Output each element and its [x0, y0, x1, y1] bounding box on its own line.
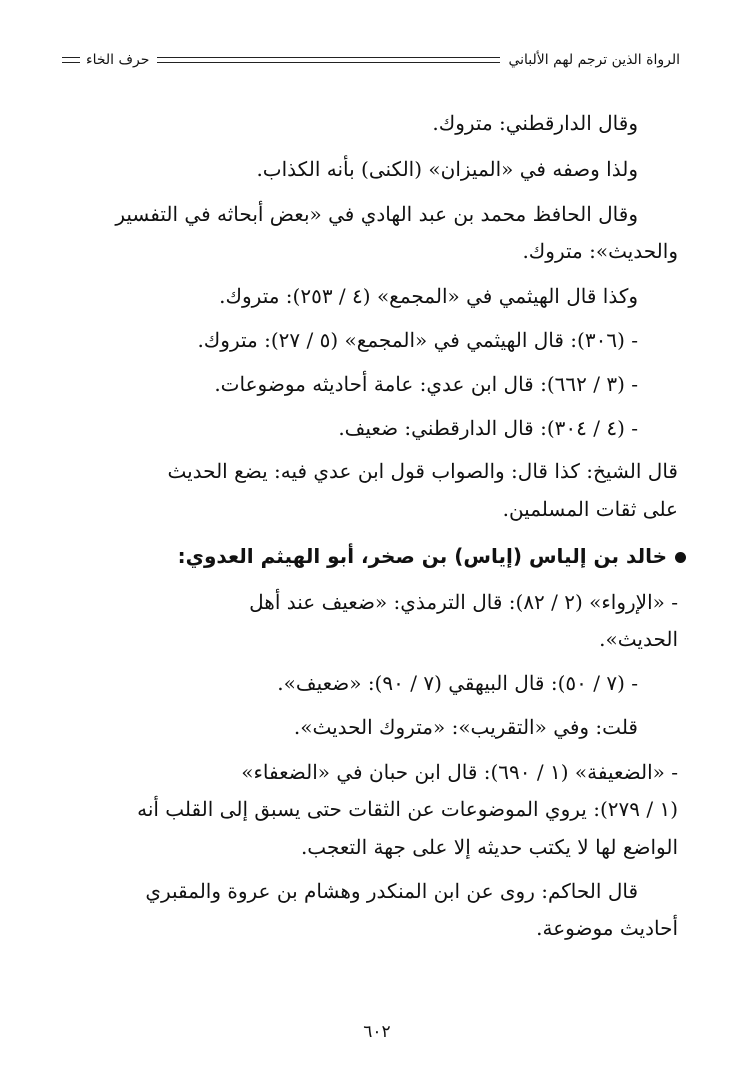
text-line: - «الضعيفة» (١ / ٦٩٠): قال ابن حبان في «الضعفاء» [241, 760, 678, 784]
text-line: قلت: وفي «التقريب»: «متروك الحديث». [293, 715, 638, 739]
entry-heading [64, 541, 686, 571]
text-line: وقال الحافظ محمد بن عبد الهادي في «بعض أبحاثه في التفسير [115, 202, 638, 226]
text-line: - (٧ / ٥٠): قال البيهقي (٧ / ٩٠): «ضعيف». [277, 671, 638, 695]
chapter-title: حرف الخاء [86, 52, 150, 68]
text-line: وقال الدارقطني: متروك. [432, 111, 638, 135]
text-line: أحاديث موضوعة. [536, 916, 678, 940]
book-title: الرواة الذين ترجم لهم الألباني [508, 52, 680, 68]
text-line: ولذا وصفه في «الميزان» (الكنى) بأنه الكذاب. [256, 157, 638, 181]
text-line: وكذا قال الهيثمي في «المجمع» (٤ / ٢٥٣): متروك. [219, 284, 638, 308]
text-line: الواضع لها لا يكتب حديثه إلا على جهة التعجب. [300, 835, 678, 859]
text-line: - (٣٠٦): قال الهيثمي في «المجمع» (٥ / ٢٧): متروك. [197, 328, 638, 352]
text-line: على ثقات المسلمين. [502, 497, 678, 521]
text-line: قال الشيخ: كذا قال: والصواب قول ابن عدي فيه: يضع الحديث [167, 459, 678, 483]
text-line: - «الإرواء» (٢ / ٨٢): قال الترمذي: «ضعيف عند أهل [249, 590, 678, 614]
entry-heading-text: خالد بن إلياس (إياس) بن صخر، أبو الهيثم العدوي: [177, 544, 667, 568]
page-body [64, 0, 678, 1085]
bullet-icon [675, 552, 686, 563]
text-line: قال الحاكم: روى عن ابن المنكدر وهشام بن عروة والمقبري [145, 879, 638, 903]
page-number: ٦٠٢ [363, 1022, 391, 1042]
text-line: - (٣ / ٦٦٢): قال ابن عدي: عامة أحاديثه موضوعات. [214, 372, 638, 396]
text-line: - (٤ / ٣٠٤): قال الدارقطني: ضعيف. [338, 416, 638, 440]
text-line: (١ / ٢٧٩): يروي الموضوعات عن الثقات حتى يسبق إلى القلب أنه [137, 797, 678, 821]
text-line: الحديث». [599, 627, 678, 651]
text-line: والحديث»: متروك. [522, 239, 678, 263]
